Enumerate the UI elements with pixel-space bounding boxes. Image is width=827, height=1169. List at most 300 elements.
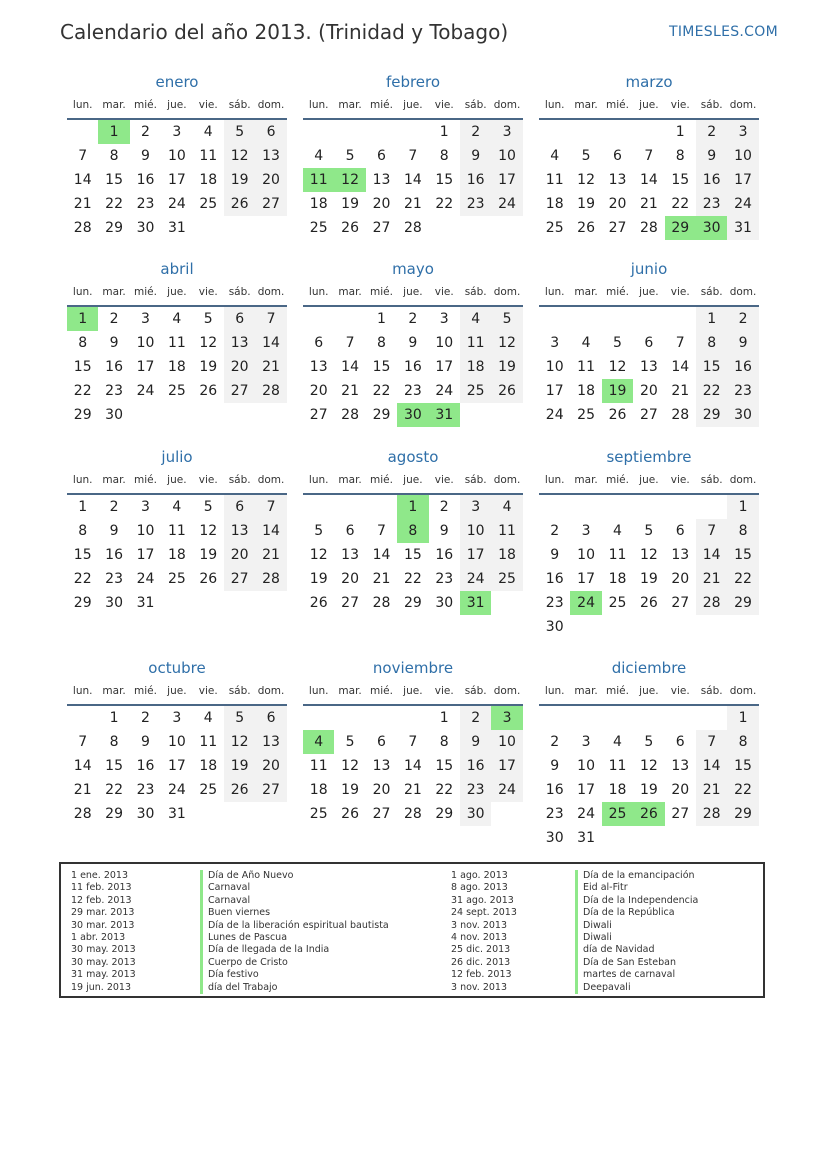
weekday-label: mié. bbox=[606, 685, 629, 697]
day-cell: 29 bbox=[696, 403, 727, 427]
day-cell: 6 bbox=[644, 335, 654, 351]
empty-cell bbox=[602, 307, 633, 331]
month-mayo bbox=[303, 257, 523, 427]
day-cell: 22 bbox=[696, 379, 727, 403]
day-cell: 10 bbox=[491, 144, 522, 168]
legend-holiday-name: Día de la Independencia bbox=[575, 895, 698, 907]
legend-holiday-name: Día de la liberación espiritual bautista bbox=[200, 920, 389, 932]
day-cell: 15 bbox=[727, 754, 758, 778]
day-cell: 16 bbox=[545, 571, 564, 587]
day-cell: 17 bbox=[491, 168, 522, 192]
day-cell: 18 bbox=[309, 782, 328, 798]
day-cell: 22 bbox=[73, 571, 92, 587]
day-cell: 15 bbox=[73, 359, 92, 375]
legend-right-dates bbox=[451, 870, 517, 994]
month-title: septiembre bbox=[606, 448, 692, 466]
day-cell: 3 bbox=[439, 311, 449, 327]
day-cell: 14 bbox=[403, 758, 422, 774]
day-cell: 31 bbox=[727, 216, 758, 240]
day-cell: 7 bbox=[78, 734, 88, 750]
day-cell: 13 bbox=[224, 331, 255, 355]
day-cell: 3 bbox=[172, 124, 182, 140]
day-cell: 24 bbox=[167, 196, 186, 212]
holiday-day-cell: 1 bbox=[98, 120, 129, 144]
day-cell: 5 bbox=[203, 499, 213, 515]
legend-holiday-name: Día de San Esteban bbox=[575, 957, 698, 969]
day-cell: 16 bbox=[460, 168, 491, 192]
day-cell: 22 bbox=[435, 782, 454, 798]
day-cell: 31 bbox=[167, 220, 186, 236]
weekday-header bbox=[539, 680, 759, 702]
day-cell: 10 bbox=[167, 148, 186, 164]
weekday-label: vie. bbox=[434, 474, 454, 486]
legend-date: 31 ago. 2013 bbox=[451, 894, 514, 906]
day-cell: 10 bbox=[167, 734, 186, 750]
day-cell: 3 bbox=[550, 335, 560, 351]
weekday-label: vie. bbox=[434, 685, 454, 697]
month-abril bbox=[67, 257, 287, 427]
day-cell: 13 bbox=[255, 144, 286, 168]
day-cell: 29 bbox=[73, 407, 92, 423]
legend-holiday-name: martes de carnaval bbox=[575, 969, 698, 981]
day-cell: 4 bbox=[314, 148, 324, 164]
day-cell: 15 bbox=[73, 547, 92, 563]
day-cell: 1 bbox=[675, 124, 685, 140]
day-cell: 24 bbox=[136, 383, 155, 399]
day-cell: 1 bbox=[109, 710, 119, 726]
day-cell: 18 bbox=[167, 359, 186, 375]
day-cell: 23 bbox=[136, 196, 155, 212]
day-cell: 14 bbox=[372, 547, 391, 563]
day-cell: 19 bbox=[309, 571, 328, 587]
weekday-label: vie. bbox=[670, 474, 690, 486]
holiday-legend bbox=[59, 862, 765, 998]
empty-cell bbox=[366, 120, 397, 144]
holiday-day-cell: 31 bbox=[429, 403, 460, 427]
weekday-header bbox=[303, 281, 523, 303]
day-cell: 5 bbox=[581, 148, 591, 164]
month-title: junio bbox=[630, 260, 668, 278]
month-septiembre bbox=[539, 445, 759, 639]
day-cell: 28 bbox=[403, 806, 422, 822]
day-cell: 12 bbox=[309, 547, 328, 563]
day-cell: 9 bbox=[550, 758, 560, 774]
day-grid bbox=[303, 495, 523, 615]
day-cell: 7 bbox=[345, 335, 355, 351]
empty-cell bbox=[665, 307, 696, 331]
day-cell: 3 bbox=[581, 523, 591, 539]
day-cell: 26 bbox=[491, 379, 522, 403]
day-cell: 5 bbox=[203, 311, 213, 327]
day-cell: 2 bbox=[141, 124, 150, 140]
day-cell: 10 bbox=[577, 547, 595, 563]
day-cell: 25 bbox=[167, 383, 186, 399]
day-cell: 6 bbox=[377, 734, 386, 750]
month-febrero bbox=[303, 70, 523, 240]
month-diciembre bbox=[539, 656, 759, 850]
day-cell: 17 bbox=[167, 758, 186, 774]
weekday-label: sáb. bbox=[700, 286, 723, 298]
day-cell: 3 bbox=[581, 734, 591, 750]
day-cell: 29 bbox=[105, 806, 123, 822]
day-cell: 14 bbox=[639, 172, 658, 188]
day-cell: 16 bbox=[460, 754, 491, 778]
legend-holiday-name: Lunes de Pascua bbox=[200, 932, 389, 944]
legend-date: 25 dic. 2013 bbox=[451, 944, 511, 956]
day-cell: 29 bbox=[105, 220, 123, 236]
weekday-label: mié. bbox=[134, 286, 157, 298]
weekday-label: mié. bbox=[370, 685, 393, 697]
month-title: julio bbox=[161, 448, 193, 466]
day-cell: 14 bbox=[255, 519, 286, 543]
empty-cell bbox=[67, 120, 98, 144]
day-cell: 12 bbox=[639, 758, 658, 774]
month-title: febrero bbox=[385, 73, 441, 91]
day-cell: 22 bbox=[727, 778, 758, 802]
legend-date: 4 nov. 2013 bbox=[451, 931, 507, 943]
day-cell: 17 bbox=[577, 782, 595, 798]
day-cell: 28 bbox=[639, 220, 658, 236]
day-cell: 15 bbox=[727, 543, 758, 567]
empty-cell bbox=[303, 706, 334, 730]
month-junio bbox=[539, 257, 759, 427]
day-cell: 4 bbox=[491, 495, 522, 519]
weekday-header bbox=[303, 469, 523, 491]
empty-cell bbox=[303, 120, 334, 144]
day-cell: 7 bbox=[696, 519, 727, 543]
day-cell: 1 bbox=[696, 307, 727, 331]
weekday-label: jue. bbox=[403, 685, 423, 697]
day-cell: 10 bbox=[491, 730, 522, 754]
day-cell: 28 bbox=[255, 567, 286, 591]
weekday-label: sáb. bbox=[228, 474, 251, 486]
legend-date: 11 feb. 2013 bbox=[71, 882, 132, 894]
day-cell: 17 bbox=[167, 172, 186, 188]
day-cell: 13 bbox=[671, 758, 690, 774]
day-cell: 3 bbox=[491, 120, 522, 144]
day-cell: 4 bbox=[172, 311, 182, 327]
day-cell: 25 bbox=[309, 806, 328, 822]
weekday-label: mar. bbox=[338, 99, 362, 111]
day-cell: 2 bbox=[696, 120, 727, 144]
empty-cell bbox=[696, 495, 727, 519]
day-cell: 5 bbox=[644, 523, 654, 539]
day-cell: 20 bbox=[639, 383, 658, 399]
empty-cell bbox=[303, 307, 334, 331]
weekday-label: sáb. bbox=[464, 474, 487, 486]
month-marzo bbox=[539, 70, 759, 240]
day-cell: 24 bbox=[460, 567, 491, 591]
weekday-label: lun. bbox=[544, 99, 565, 111]
day-cell: 26 bbox=[341, 806, 359, 822]
weekday-label: lun. bbox=[308, 99, 329, 111]
day-cell: 15 bbox=[372, 359, 391, 375]
day-cell: 27 bbox=[671, 595, 690, 611]
day-cell: 25 bbox=[545, 220, 564, 236]
weekday-label: dom. bbox=[493, 474, 521, 486]
day-cell: 31 bbox=[167, 806, 186, 822]
legend-holiday-name: Buen viernes bbox=[200, 907, 389, 919]
day-cell: 13 bbox=[341, 547, 359, 563]
day-cell: 3 bbox=[172, 710, 182, 726]
day-cell: 29 bbox=[403, 595, 422, 611]
day-cell: 11 bbox=[577, 359, 595, 375]
day-cell: 23 bbox=[136, 782, 155, 798]
weekday-header bbox=[67, 469, 287, 491]
day-cell: 20 bbox=[608, 196, 627, 212]
day-cell: 19 bbox=[577, 196, 595, 212]
weekday-label: dom. bbox=[493, 685, 521, 697]
day-cell: 30 bbox=[545, 830, 564, 846]
day-cell: 28 bbox=[696, 802, 727, 826]
weekday-label: jue. bbox=[167, 685, 187, 697]
weekday-label: vie. bbox=[670, 685, 690, 697]
day-cell: 21 bbox=[403, 196, 422, 212]
weekday-label: vie. bbox=[198, 286, 218, 298]
day-cell: 22 bbox=[403, 571, 422, 587]
empty-cell bbox=[334, 495, 365, 519]
weekday-label: mié. bbox=[606, 99, 629, 111]
month-noviembre bbox=[303, 656, 523, 826]
legend-left-dates bbox=[71, 870, 136, 994]
day-cell: 7 bbox=[255, 495, 286, 519]
day-cell: 2 bbox=[109, 311, 119, 327]
weekday-label: dom. bbox=[493, 286, 521, 298]
day-cell: 26 bbox=[309, 595, 328, 611]
day-cell: 31 bbox=[136, 595, 155, 611]
legend-date: 1 abr. 2013 bbox=[71, 931, 126, 943]
day-cell: 12 bbox=[224, 144, 255, 168]
weekday-label: mié. bbox=[370, 99, 393, 111]
weekday-header bbox=[539, 281, 759, 303]
day-cell: 23 bbox=[460, 778, 491, 802]
day-cell: 22 bbox=[105, 782, 123, 798]
day-cell: 3 bbox=[141, 499, 150, 515]
day-cell: 12 bbox=[199, 523, 218, 539]
empty-cell bbox=[602, 495, 633, 519]
day-cell: 12 bbox=[639, 547, 658, 563]
day-cell: 1 bbox=[439, 124, 449, 140]
legend-date: 30 may. 2013 bbox=[71, 944, 136, 956]
day-cell: 24 bbox=[136, 571, 155, 587]
weekday-label: vie. bbox=[198, 685, 218, 697]
legend-date: 3 nov. 2013 bbox=[451, 919, 507, 931]
weekday-label: mar. bbox=[102, 685, 126, 697]
day-cell: 3 bbox=[141, 311, 150, 327]
day-cell: 10 bbox=[545, 359, 564, 375]
day-cell: 27 bbox=[255, 778, 286, 802]
legend-date: 26 dic. 2013 bbox=[451, 956, 511, 968]
day-cell: 1 bbox=[727, 706, 758, 730]
month-title: marzo bbox=[625, 73, 673, 91]
weekday-label: jue. bbox=[403, 474, 423, 486]
empty-cell bbox=[397, 120, 428, 144]
day-cell: 29 bbox=[372, 407, 391, 423]
day-cell: 21 bbox=[73, 782, 92, 798]
day-cell: 4 bbox=[581, 335, 591, 351]
day-cell: 6 bbox=[255, 706, 286, 730]
weekday-label: vie. bbox=[198, 474, 218, 486]
day-cell: 20 bbox=[671, 782, 690, 798]
day-cell: 14 bbox=[696, 543, 727, 567]
day-cell: 5 bbox=[345, 734, 355, 750]
day-cell: 2 bbox=[550, 734, 560, 750]
day-cell: 21 bbox=[403, 782, 422, 798]
day-cell: 16 bbox=[403, 359, 422, 375]
holiday-day-cell: 19 bbox=[602, 379, 633, 403]
day-cell: 26 bbox=[577, 220, 595, 236]
day-cell: 20 bbox=[671, 571, 690, 587]
day-cell: 3 bbox=[460, 495, 491, 519]
day-cell: 9 bbox=[696, 144, 727, 168]
month-octubre bbox=[67, 656, 287, 826]
day-cell: 17 bbox=[136, 359, 155, 375]
day-cell: 25 bbox=[167, 571, 186, 587]
day-cell: 13 bbox=[639, 359, 658, 375]
day-cell: 4 bbox=[172, 499, 182, 515]
day-cell: 10 bbox=[136, 523, 155, 539]
day-cell: 21 bbox=[73, 196, 92, 212]
day-cell: 6 bbox=[377, 148, 386, 164]
weekday-label: mié. bbox=[134, 99, 157, 111]
weekday-label: sáb. bbox=[700, 474, 723, 486]
day-cell: 15 bbox=[403, 547, 422, 563]
weekday-header bbox=[539, 94, 759, 116]
day-cell: 7 bbox=[377, 523, 386, 539]
day-cell: 8 bbox=[675, 148, 685, 164]
day-cell: 18 bbox=[199, 758, 218, 774]
weekday-label: mar. bbox=[338, 685, 362, 697]
day-cell: 9 bbox=[550, 547, 560, 563]
legend-date: 24 sept. 2013 bbox=[451, 907, 517, 919]
day-grid bbox=[303, 706, 523, 826]
day-cell: 25 bbox=[199, 196, 218, 212]
empty-cell bbox=[397, 706, 428, 730]
day-cell: 23 bbox=[727, 379, 758, 403]
month-enero bbox=[67, 70, 287, 240]
day-cell: 27 bbox=[608, 220, 627, 236]
legend-holiday-name: Eid al-Fitr bbox=[575, 882, 698, 894]
weekday-label: lun. bbox=[308, 685, 329, 697]
weekday-header bbox=[67, 281, 287, 303]
legend-right-names bbox=[575, 870, 698, 994]
month-agosto bbox=[303, 445, 523, 615]
empty-cell bbox=[665, 495, 696, 519]
legend-date: 12 feb. 2013 bbox=[451, 969, 512, 981]
weekday-label: vie. bbox=[198, 99, 218, 111]
day-cell: 14 bbox=[696, 754, 727, 778]
day-cell: 5 bbox=[491, 307, 522, 331]
day-cell: 12 bbox=[491, 331, 522, 355]
weekday-label: sáb. bbox=[464, 99, 487, 111]
legend-holiday-name: Día de la República bbox=[575, 907, 698, 919]
day-cell: 15 bbox=[105, 172, 123, 188]
weekday-label: lun. bbox=[72, 474, 93, 486]
month-julio bbox=[67, 445, 287, 615]
legend-date: 1 ago. 2013 bbox=[451, 870, 508, 881]
day-cell: 6 bbox=[224, 307, 255, 331]
day-cell: 7 bbox=[255, 307, 286, 331]
day-cell: 8 bbox=[727, 519, 758, 543]
day-cell: 9 bbox=[109, 335, 119, 351]
day-cell: 26 bbox=[224, 778, 255, 802]
day-cell: 30 bbox=[545, 619, 564, 635]
day-cell: 27 bbox=[255, 192, 286, 216]
day-cell: 30 bbox=[136, 806, 155, 822]
day-cell: 24 bbox=[491, 192, 522, 216]
weekday-label: lun. bbox=[72, 99, 93, 111]
weekday-label: jue. bbox=[167, 286, 187, 298]
day-cell: 17 bbox=[136, 547, 155, 563]
weekday-label: vie. bbox=[434, 99, 454, 111]
empty-cell bbox=[696, 706, 727, 730]
day-cell: 2 bbox=[439, 499, 449, 515]
legend-date: 19 jun. 2013 bbox=[71, 981, 132, 993]
holiday-day-cell: 4 bbox=[303, 730, 334, 754]
day-cell: 25 bbox=[608, 595, 627, 611]
day-cell: 13 bbox=[309, 359, 328, 375]
day-cell: 15 bbox=[435, 758, 454, 774]
day-cell: 27 bbox=[309, 407, 328, 423]
day-cell: 23 bbox=[545, 806, 564, 822]
day-cell: 30 bbox=[105, 407, 123, 423]
day-cell: 14 bbox=[341, 359, 359, 375]
day-cell: 11 bbox=[608, 547, 627, 563]
brand-link[interactable]: TIMESLES.COM bbox=[669, 24, 778, 40]
day-cell: 12 bbox=[608, 359, 627, 375]
day-cell: 19 bbox=[639, 782, 658, 798]
day-cell: 8 bbox=[78, 335, 88, 351]
day-cell: 16 bbox=[435, 547, 454, 563]
empty-cell bbox=[366, 706, 397, 730]
day-cell: 1 bbox=[727, 495, 758, 519]
day-cell: 16 bbox=[105, 359, 123, 375]
weekday-label: mar. bbox=[574, 685, 598, 697]
weekday-label: sáb. bbox=[464, 286, 487, 298]
day-cell: 18 bbox=[577, 383, 595, 399]
empty-cell bbox=[539, 307, 570, 331]
day-cell: 18 bbox=[608, 782, 627, 798]
day-cell: 16 bbox=[105, 547, 123, 563]
legend-holiday-name: Diwali bbox=[575, 920, 698, 932]
day-cell: 2 bbox=[550, 523, 560, 539]
day-cell: 28 bbox=[73, 806, 92, 822]
holiday-day-cell: 31 bbox=[460, 591, 491, 615]
day-cell: 7 bbox=[644, 148, 654, 164]
legend-holiday-name: Carnaval bbox=[200, 882, 389, 894]
day-cell: 24 bbox=[167, 782, 186, 798]
legend-left-names bbox=[200, 870, 389, 994]
day-cell: 11 bbox=[199, 734, 218, 750]
day-cell: 21 bbox=[696, 778, 727, 802]
day-cell: 30 bbox=[435, 595, 454, 611]
day-cell: 18 bbox=[309, 196, 328, 212]
holiday-day-cell: 1 bbox=[67, 307, 98, 331]
day-cell: 8 bbox=[439, 148, 449, 164]
day-cell: 7 bbox=[408, 148, 418, 164]
day-grid bbox=[67, 495, 287, 615]
day-cell: 9 bbox=[109, 523, 119, 539]
day-cell: 3 bbox=[727, 120, 758, 144]
day-cell: 9 bbox=[439, 523, 449, 539]
month-title: enero bbox=[155, 73, 199, 91]
day-cell: 5 bbox=[314, 523, 324, 539]
day-cell: 13 bbox=[224, 519, 255, 543]
day-cell: 28 bbox=[255, 379, 286, 403]
day-cell: 19 bbox=[491, 355, 522, 379]
weekday-label: lun. bbox=[544, 685, 565, 697]
day-cell: 22 bbox=[105, 196, 123, 212]
